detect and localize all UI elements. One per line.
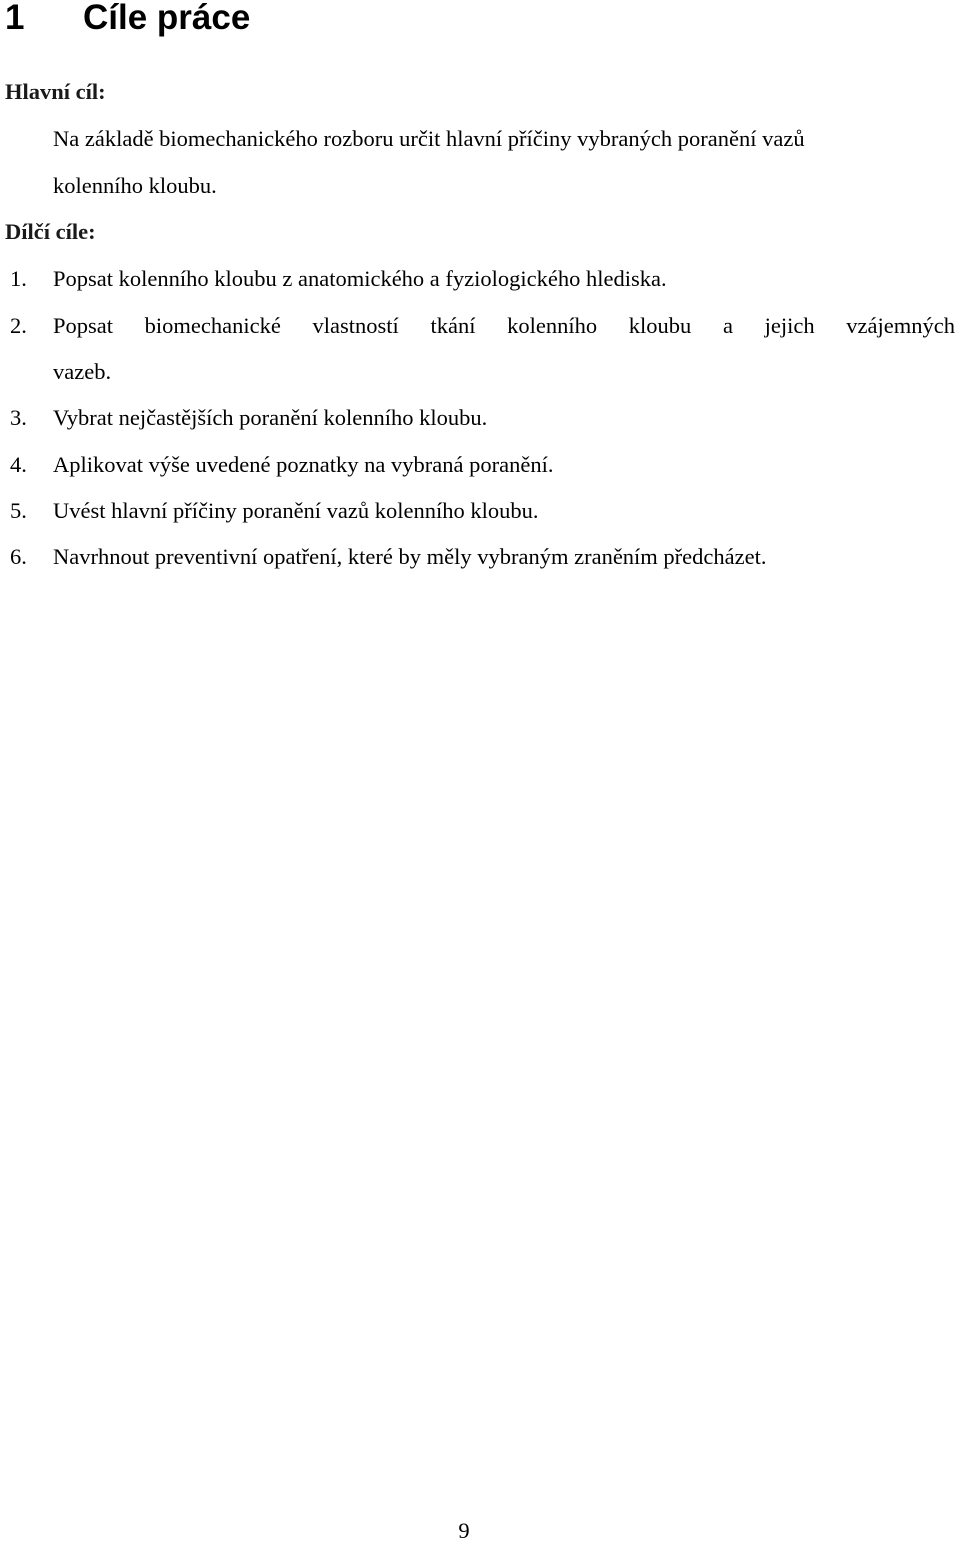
partial-goals-label: Dílčí cíle: bbox=[5, 219, 96, 244]
list-item-text: Popsat biomechanické vlastností tkání kolenního kloubu a jejich vzájemných bbox=[53, 313, 955, 338]
list-item-text: Popsat kolenního kloubu z anatomického a fyziologického hlediska. bbox=[53, 266, 667, 291]
main-goal-text-line-2: kolenního kloubu. bbox=[53, 173, 217, 198]
page-number: 9 bbox=[458, 1518, 470, 1543]
chapter-number: 1 bbox=[5, 0, 25, 37]
chapter-heading bbox=[5, 0, 250, 40]
list-item-number: 4. bbox=[10, 452, 27, 477]
chapter-title: Cíle práce bbox=[83, 0, 251, 37]
list-item-number: 1. bbox=[10, 266, 27, 291]
list-item-number: 5. bbox=[10, 498, 27, 523]
list-item-text: Navrhnout preventivní opatření, které by měly vybraným zraněním předcházet. bbox=[53, 544, 767, 569]
list-item-text: Aplikovat výše uvedené poznatky na vybraná poranění. bbox=[53, 452, 554, 477]
list-item-number: 2. bbox=[10, 313, 27, 338]
list-item-text: Uvést hlavní příčiny poranění vazů kolenního kloubu. bbox=[53, 498, 539, 523]
list-item-text-continuation: vazeb. bbox=[53, 359, 112, 384]
list-item-number: 6. bbox=[10, 544, 27, 569]
main-goal-text-line-1: Na základě biomechanického rozboru určit hlavní příčiny vybraných poranění vazů bbox=[53, 126, 805, 151]
list-item-number: 3. bbox=[10, 405, 27, 430]
main-goal-label: Hlavní cíl: bbox=[5, 79, 106, 104]
list-item-text: Vybrat nejčastějších poranění kolenního kloubu. bbox=[53, 405, 488, 430]
